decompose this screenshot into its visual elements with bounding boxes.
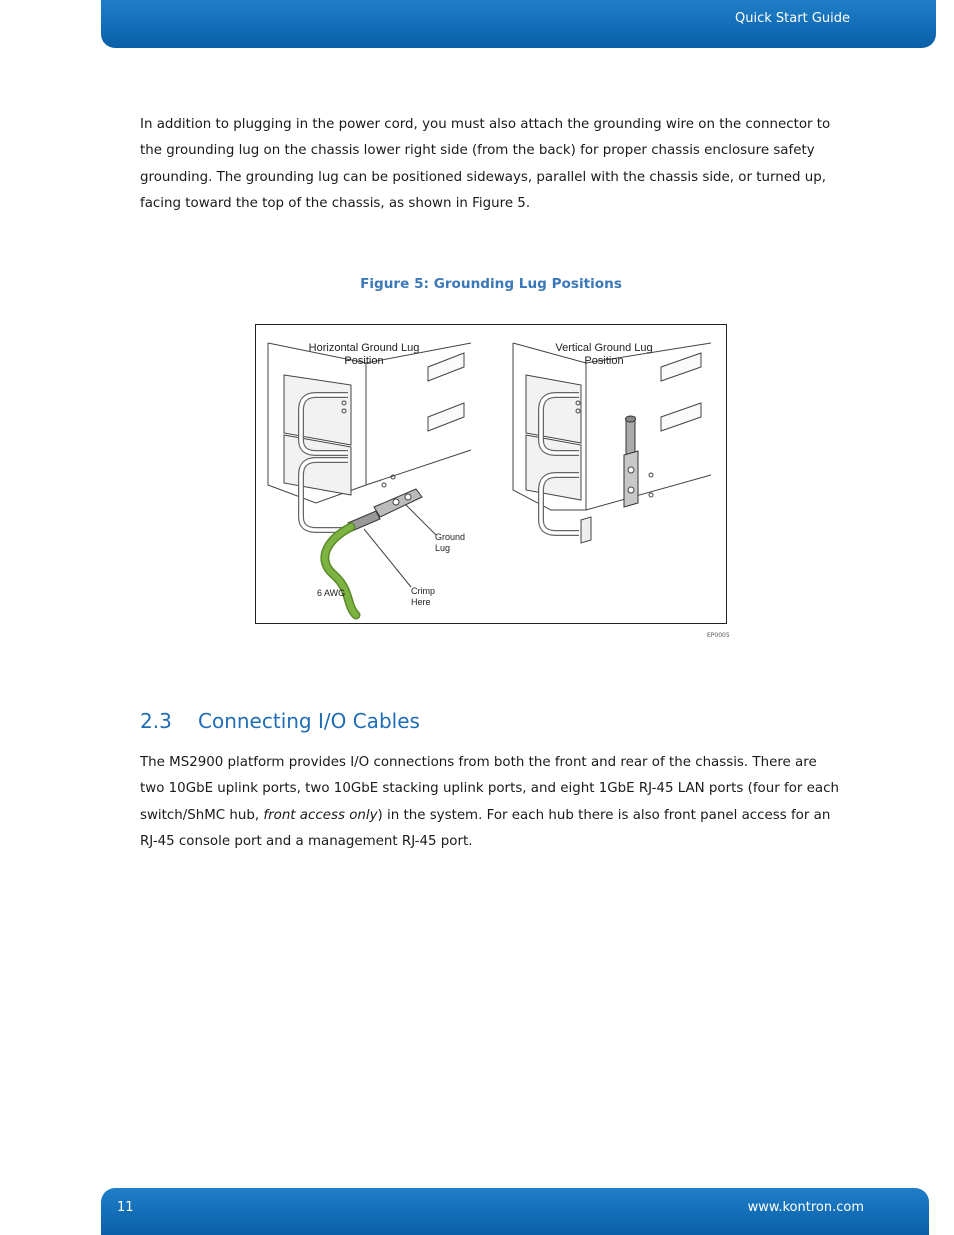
awg-label: 6 AWG — [317, 588, 346, 598]
section-title: Connecting I/O Cables — [198, 709, 420, 733]
ground-lug-label-line2: Lug — [435, 543, 451, 553]
figure-id: EP0005 — [707, 632, 730, 639]
grounding-lug-figure — [255, 324, 727, 624]
section-text-italic: front access only — [263, 807, 378, 823]
section-paragraph — [140, 750, 840, 855]
left-title-line2: Position — [344, 355, 384, 367]
section-text-part1: The MS2900 platform provides I/O connections from both the front and rear of the chassis. There are two 10GbE uplink ports, two 10GbE stacking uplink ports, and eight 1GbE RJ-45 LAN ports (four for each switch/ShMC hub, — [140, 755, 839, 823]
page-number: 11 — [117, 1200, 134, 1215]
left-title-line1: Horizontal Ground Lug — [308, 342, 420, 354]
section-heading — [140, 709, 420, 733]
crimp-label-line1: Crimp — [411, 586, 435, 596]
section-text-part2: ) in the system. For each hub there is also front panel access for an RJ-45 console port and a management RJ-45 port. — [140, 807, 831, 849]
header-title: Quick Start Guide — [735, 11, 850, 26]
website-link[interactable]: www.kontron.com — [747, 1200, 864, 1215]
right-title-line2: Position — [584, 355, 624, 367]
intro-paragraph: In addition to plugging in the power cord, you must also attach the grounding wire on the connector to the grounding lug on the chassis lower right side (from the back) for proper chassis enclosure safety grounding. The grounding lug can be positioned sideways, parallel with the chassis side, or turned up, facing toward the top of the chassis, as shown in Figure 5. — [140, 117, 831, 211]
header-bar — [101, 0, 936, 48]
section-number: 2.3 — [140, 709, 172, 733]
grounding-lug-illustration — [256, 325, 726, 623]
footer-bar — [101, 1188, 929, 1235]
crimp-label-line2: Here — [411, 597, 431, 607]
right-title-line1: Vertical Ground Lug — [555, 342, 653, 354]
ground-lug-label-line1: Ground — [435, 532, 466, 542]
figure-caption: Figure 5: Grounding Lug Positions — [360, 276, 622, 292]
